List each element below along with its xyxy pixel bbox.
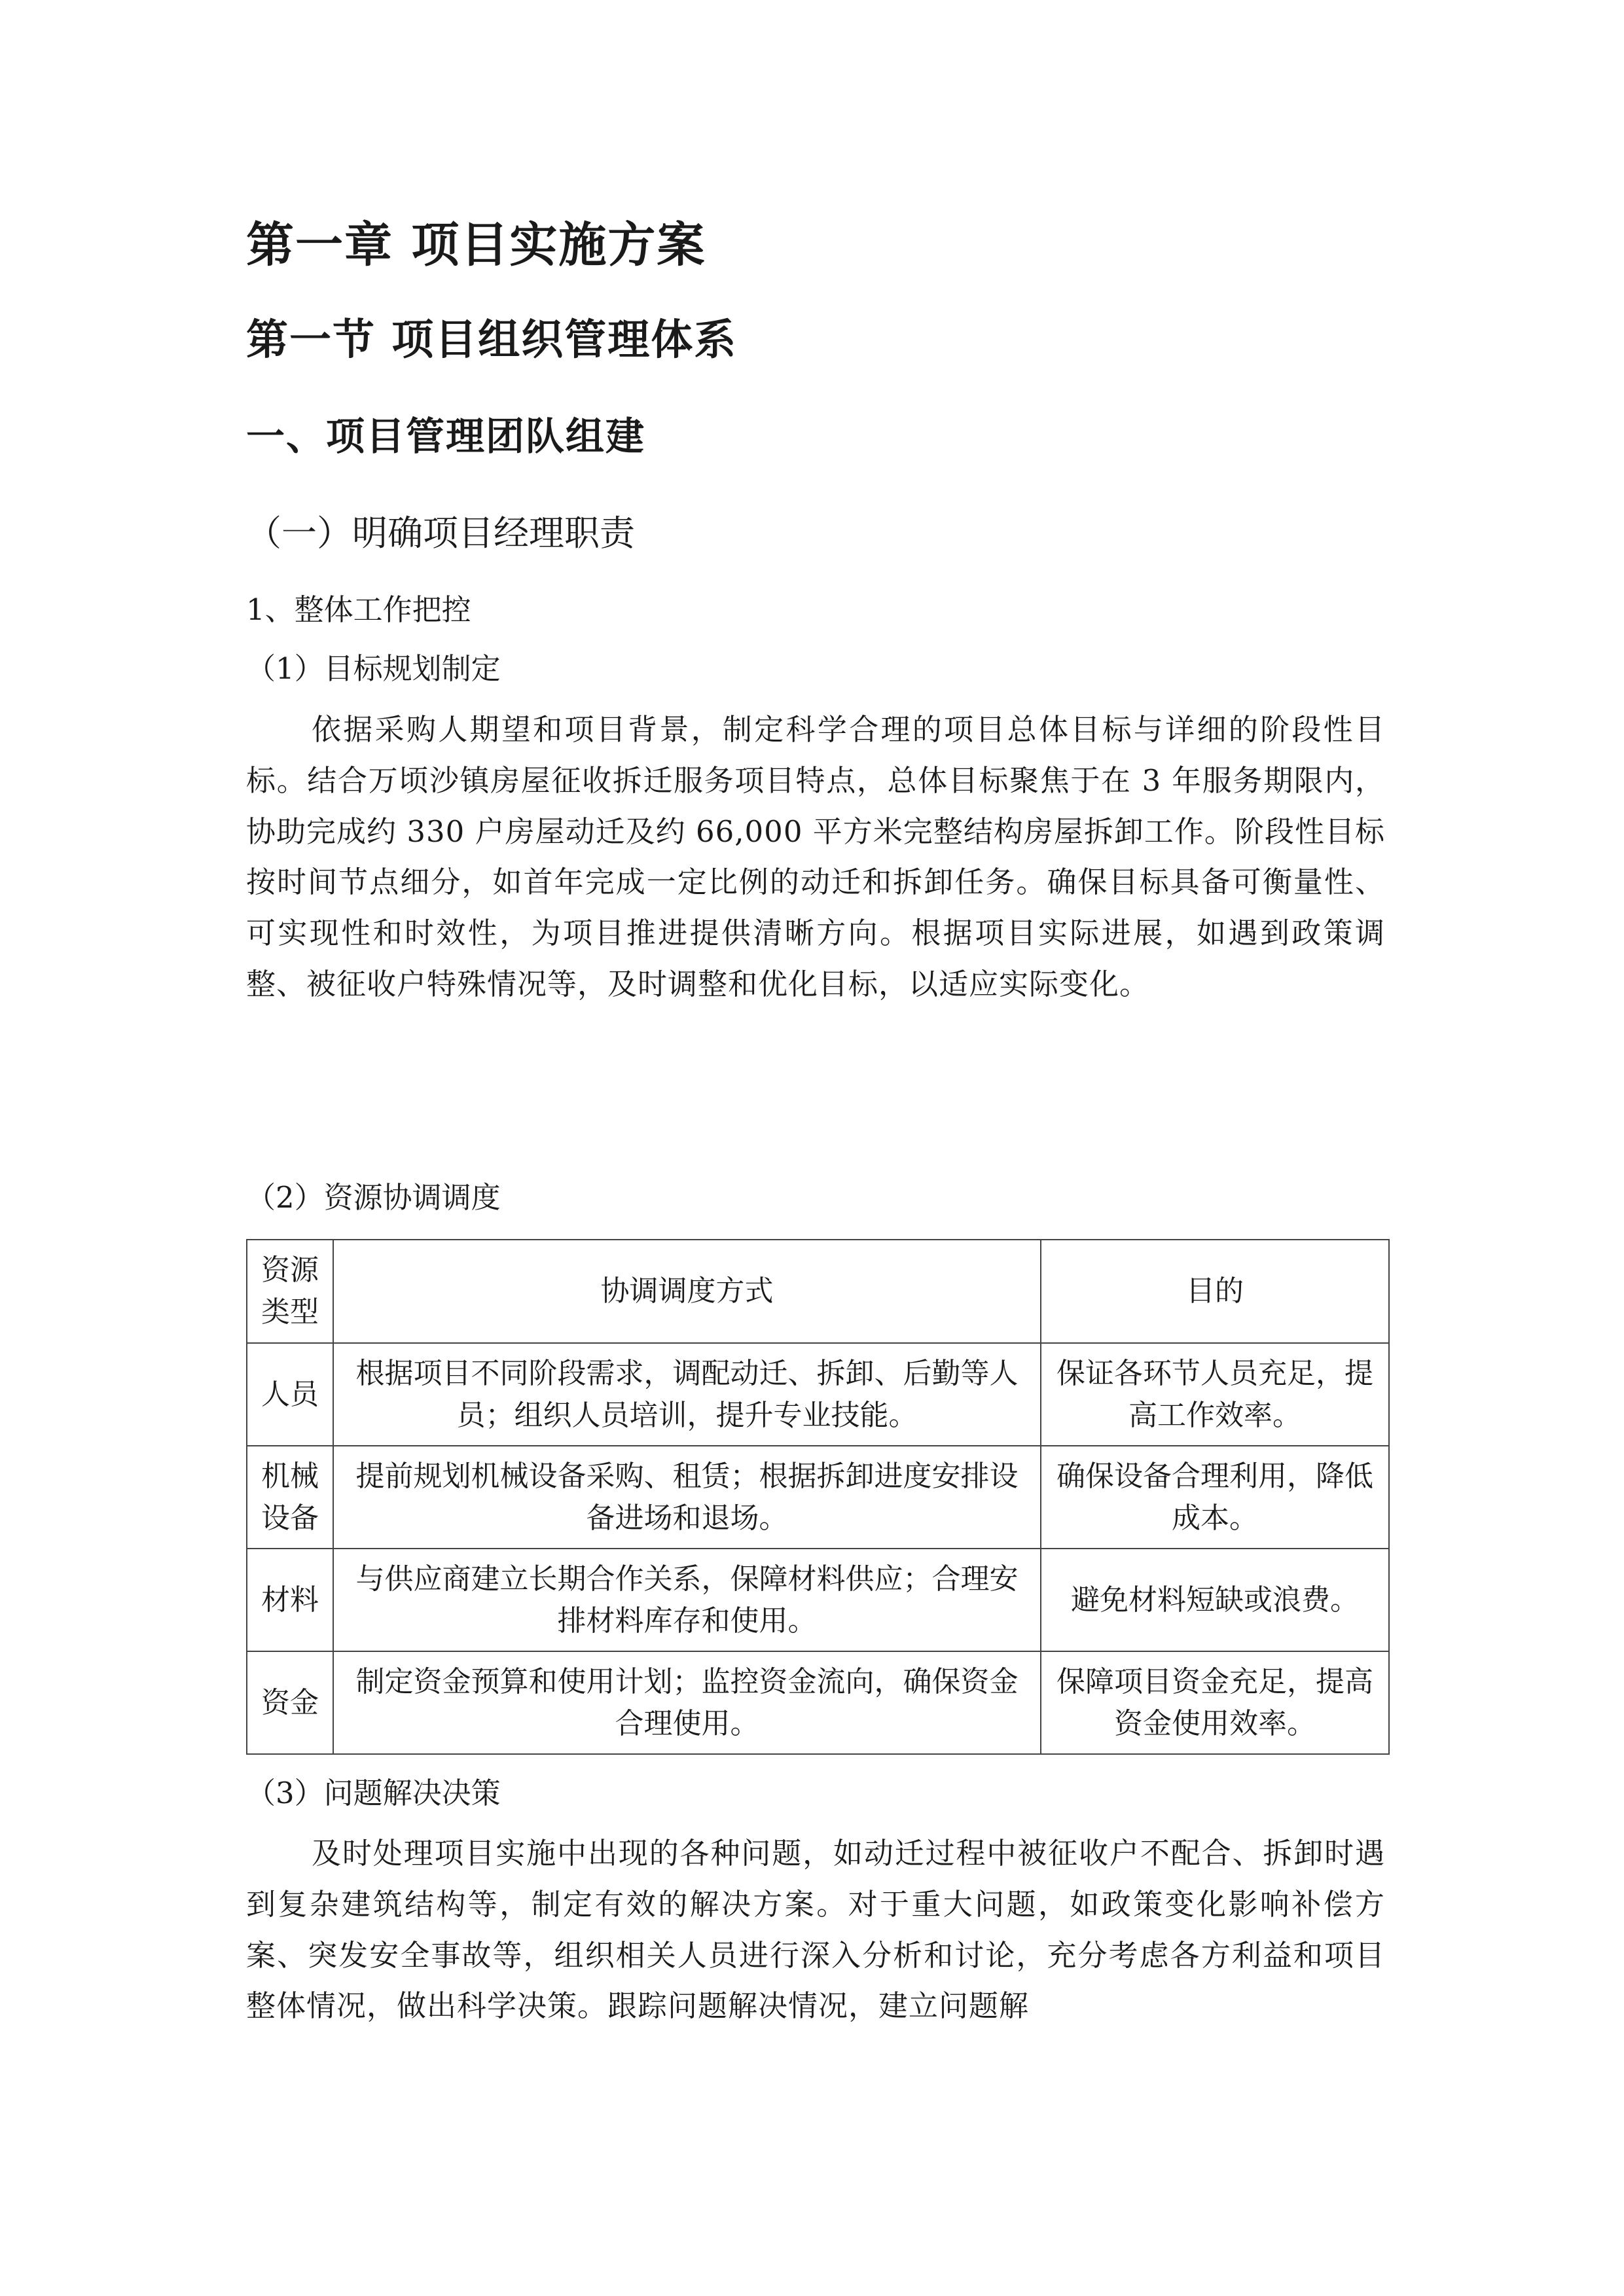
table-cell: 机械设备 — [247, 1446, 333, 1549]
paren-heading: （一）明确项目经理职责 — [246, 512, 635, 554]
table-cell: 材料 — [247, 1549, 333, 1651]
item-heading: 1、整体工作把控 — [246, 592, 471, 627]
table-cell: 保障项目资金充足，提高资金使用效率。 — [1041, 1651, 1389, 1754]
table-cell: 保证各环节人员充足，提高工作效率。 — [1041, 1343, 1389, 1446]
table-row — [247, 1343, 1389, 1446]
table-header-row — [247, 1240, 1389, 1343]
table-cell: 避免材料短缺或浪费。 — [1041, 1549, 1389, 1651]
table-row — [247, 1446, 1389, 1549]
table-header-cell: 资源类型 — [247, 1240, 333, 1343]
subitem-heading-decision: （3）问题解决决策 — [246, 1776, 501, 1810]
chapter-title: 第一章 项目实施方案 — [246, 217, 706, 273]
table-cell: 与供应商建立长期合作关系，保障材料供应；合理安排材料库存和使用。 — [333, 1549, 1041, 1651]
resource-table — [246, 1239, 1390, 1755]
table-row — [247, 1651, 1389, 1754]
subsection-title: 一、项目管理团队组建 — [246, 414, 646, 459]
table-header-cell: 协调调度方式 — [333, 1240, 1041, 1343]
paragraph-goal: 依据采购人期望和项目背景，制定科学合理的项目总体目标与详细的阶段性目标。结合万顷沙镇房屋征收拆迁服务项目特点，总体目标聚焦于在 3 年服务期限内，协助完成约 330 户房屋动迁及约 66,000 平方米完整结构房屋拆卸工作。阶段性目标按时间节点细分，如首年完成一定比例的动迁和拆卸任务。确保目标具备可衡量性、可实现性和时效性，为项目推进提供清晰方向。根据项目实际进展，如遇到政策调整、被征收户特殊情况等，及时调整和优化目标，以适应实际变化。 — [246, 712, 1385, 1001]
table-cell: 制定资金预算和使用计划；监控资金流向，确保资金合理使用。 — [333, 1651, 1041, 1754]
section-title: 第一节 项目组织管理体系 — [246, 316, 738, 365]
subitem-heading-resources: （2）资源协调调度 — [246, 1180, 501, 1215]
subitem-heading-goal: （1）目标规划制定 — [246, 651, 501, 686]
table-cell: 资金 — [247, 1651, 333, 1754]
table-cell: 根据项目不同阶段需求，调配动迁、拆卸、后勤等人员；组织人员培训，提升专业技能。 — [333, 1343, 1041, 1446]
table-cell: 人员 — [247, 1343, 333, 1446]
table-header-cell: 目的 — [1041, 1240, 1389, 1343]
table-cell: 提前规划机械设备采购、租赁；根据拆卸进度安排设备进场和退场。 — [333, 1446, 1041, 1549]
paragraph-decision: 及时处理项目实施中出现的各种问题，如动迁过程中被征收户不配合、拆卸时遇到复杂建筑结构等，制定有效的解决方案。对于重大问题，如政策变化影响补偿方案、突发安全事故等，组织相关人员进行深入分析和讨论，充分考虑各方利益和项目整体情况，做出科学决策。跟踪问题解决情况，建立问题解 — [246, 1836, 1385, 2024]
table-row — [247, 1549, 1389, 1651]
table-cell: 确保设备合理利用，降低成本。 — [1041, 1446, 1389, 1549]
